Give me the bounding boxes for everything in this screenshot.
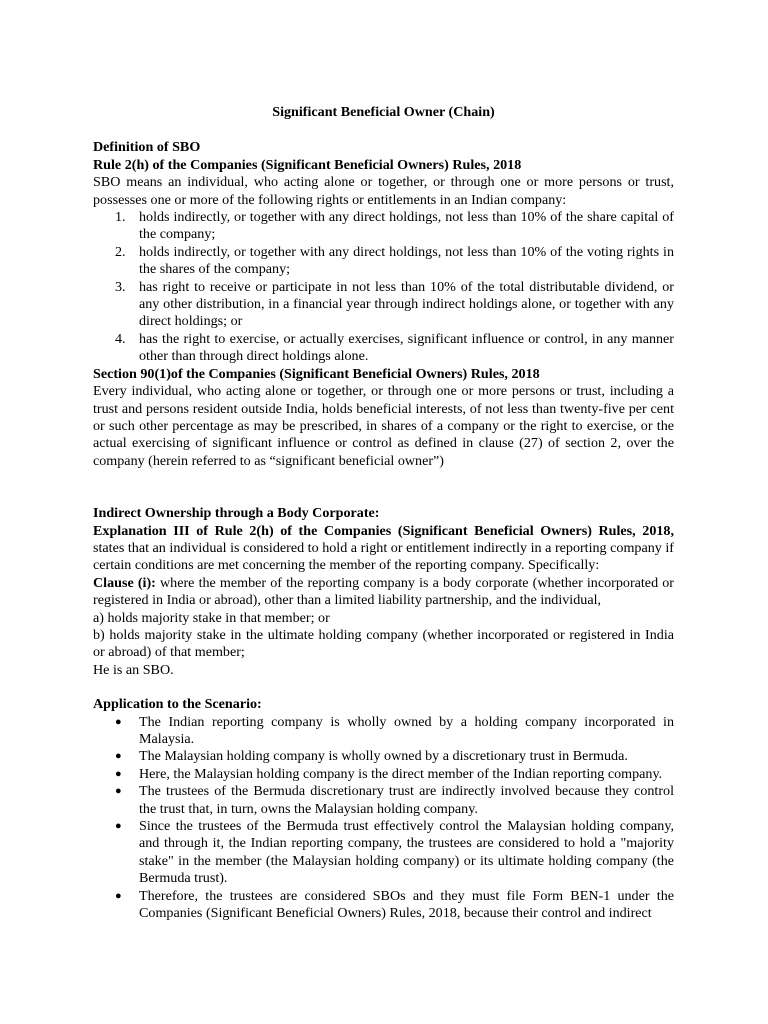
explanation-text: states that an individual is considered to hold a right or entitlement indirectly in a reporting company if certain conditions are met concerning the member of the reporting company. Specifically:	[93, 539, 674, 574]
indirect-heading: Indirect Ownership through a Body Corporate:	[93, 505, 380, 522]
application-item-text: Here, the Malaysian holding company is the direct member of the Indian reporting company.	[139, 765, 663, 782]
definition-heading: Definition of SBO	[93, 139, 201, 156]
spacer	[93, 470, 674, 505]
rule-item	[93, 209, 674, 244]
clause-conclusion: He is an SBO.	[93, 661, 174, 678]
section-heading: Section 90(1)of the Companies (Significant Beneficial Owners) Rules, 2018	[93, 365, 540, 382]
rule-item	[93, 244, 674, 279]
document-title: Significant Beneficial Owner (Chain)	[272, 104, 495, 120]
rule-item-text: has right to receive or participate in not less than 10% of the total distributable dividend, or any other distribution, in a financial year through indirect holdings alone, or together with any direct holdings; or	[139, 278, 674, 330]
clause-label: Clause (i):	[93, 574, 156, 591]
application-item-text: Since the trustees of the Bermuda trust effectively control the Malaysian holding company, and through it, the Indian reporting company, the trustees are considered to hold a "majority stake" in the member (the Malaysian holding company) or its ultimate holding company (the Bermuda trust).	[139, 818, 674, 887]
rule-heading: Rule 2(h) of the Companies (Significant Beneficial Owners) Rules, 2018	[93, 156, 522, 173]
application-item	[93, 888, 674, 923]
bullet-icon: ●	[115, 785, 122, 798]
rule-item-number: 4.	[115, 330, 126, 347]
rule-item-text: has the right to exercise, or actually exercises, significant influence or control, in any manner other than through direct holdings alone.	[139, 330, 674, 365]
application-list	[93, 714, 674, 923]
spacer	[93, 679, 674, 696]
clause-a: a) holds majority stake in that member; or	[93, 609, 330, 626]
clause-text: where the member of the reporting company is a body corporate (whether incorporated or registered in India or abroad), other than a limited liability partnership, and the individual,	[93, 574, 674, 609]
explanation-heading: Explanation III of Rule 2(h) of the Companies (Significant Beneficial Owners) Rules, 2018,	[93, 522, 674, 539]
clause-b: b) holds majority stake in the ultimate holding company (whether incorporated or registered in India or abroad) of that member;	[93, 626, 674, 661]
bullet-icon: ●	[115, 889, 122, 902]
application-heading: Application to the Scenario:	[93, 696, 262, 713]
rule-intro: SBO means an individual, who acting alone or together, or through one or more persons or trust, possesses one or more of the following rights or entitlements in an Indian company:	[93, 174, 674, 208]
bullet-icon: ●	[115, 767, 122, 780]
rule-list	[93, 209, 674, 366]
rule-item	[93, 331, 674, 366]
application-item	[93, 783, 674, 818]
application-item-text: The Indian reporting company is wholly owned by a holding company incorporated in Malaysia.	[139, 713, 674, 747]
rule-item-text: holds indirectly, or together with any direct holdings, not less than 10% of the share capital of the company;	[139, 209, 674, 243]
application-item	[93, 818, 674, 888]
application-item-text: Therefore, the trustees are considered SBOs and they must file Form BEN-1 under the Companies (Significant Beneficial Owners) Rules, 2018, because their control and indirect	[139, 887, 674, 922]
section-text: Every individual, who acting alone or together, or through one or more persons or trust, including a trust and persons resident outside India, holds beneficial interests, of not less than twenty-five per cent or such other percentage as may be prescribed, in shares of a company or the right to exercise, or the actual exercising of significant influence or control as defined in clause (27) of section 2, over the company (herein referred to as “significant beneficial owner”)	[93, 383, 674, 469]
application-item	[93, 714, 674, 749]
rule-item-number: 2.	[115, 243, 126, 260]
application-item	[93, 766, 674, 783]
bullet-icon: ●	[115, 750, 122, 763]
rule-item-text: holds indirectly, or together with any direct holdings, not less than 10% of the voting rights in the shares of the company;	[139, 243, 674, 278]
application-item-text: The Malaysian holding company is wholly owned by a discretionary trust in Bermuda.	[139, 748, 628, 765]
application-item-text: The trustees of the Bermuda discretionary trust are indirectly involved because they control the trust that, in turn, owns the Malaysian holding company.	[139, 783, 674, 817]
bullet-icon: ●	[115, 820, 122, 833]
rule-item-number: 1.	[115, 209, 126, 226]
clause-paragraph	[93, 575, 674, 610]
rule-item	[93, 279, 674, 331]
bullet-icon: ●	[115, 715, 122, 728]
rule-item-number: 3.	[115, 278, 126, 295]
application-item	[93, 748, 674, 765]
